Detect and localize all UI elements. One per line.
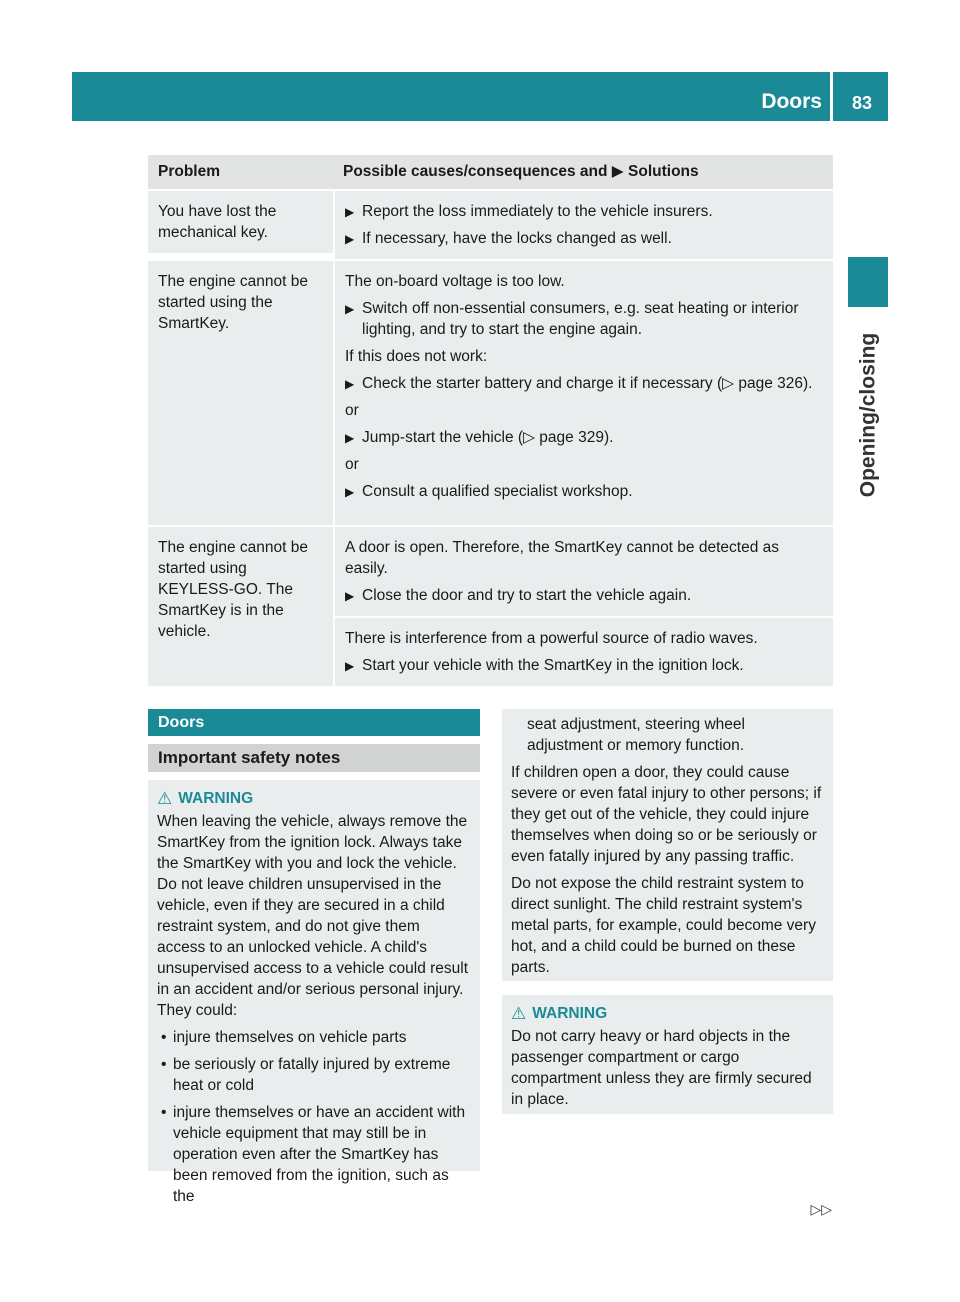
continued-marker: ▷▷: [810, 1201, 832, 1217]
condition-text: If this does not work:: [345, 348, 488, 365]
step-arrow-icon: ▶: [345, 589, 355, 603]
warning-text: When leaving the vehicle, always remove the SmartKey from the ignition lock. Always take the SmartKey with you and lock the vehicle. Do not leave children unsupervised in the vehicle, even if they are secured in a child restraint system, and do not give them access to an unlocked vehicle. A child's unsupervised access to a vehicle could result in an accident and/or serious personal injury. They could:: [157, 813, 469, 1019]
bullet-dot: •: [161, 1104, 167, 1121]
step-arrow-icon: ▶: [345, 431, 355, 445]
header-bar: [72, 72, 888, 121]
warning-bullet: • be seriously or fatally injured by extreme heat or cold: [161, 1056, 451, 1094]
warning-bullet: • injure themselves on vehicle parts: [161, 1029, 407, 1046]
problem-cell: You have lost the mechanical key.: [148, 191, 333, 253]
step-arrow-icon: ▶: [345, 232, 355, 246]
table-row: [148, 259, 833, 525]
page-number: 83: [851, 93, 872, 113]
warning-box: [148, 780, 480, 1205]
side-tab-marker: [848, 257, 888, 307]
header-problem: Problem: [158, 163, 221, 180]
solution-step: ▶ If necessary, have the locks changed as well.: [345, 228, 825, 249]
solution-cell: [335, 191, 833, 259]
cause-text: A door is open. Therefore, the SmartKey cannot be detected as easily.: [345, 539, 779, 577]
solution-subcell: [335, 527, 833, 616]
side-tab-label: [846, 320, 890, 510]
solution-step: ▶ Consult a qualified specialist workshop.: [345, 481, 825, 502]
cause-text: The on-board voltage is too low.: [345, 273, 565, 290]
warning-text: Do not carry heavy or hard objects in the passenger compartment or cargo compartment unless they are firmly secured in place.: [511, 1028, 812, 1108]
header-solutions-pre: Possible causes/consequences and: [343, 163, 612, 180]
header-title: Doors: [761, 90, 822, 113]
warning-title: ⚠ WARNING: [157, 789, 254, 808]
arrow-right-icon: ▶: [611, 163, 624, 180]
bullet-dot: •: [161, 1056, 167, 1073]
solution-step: ▶ Jump-start the vehicle (▷ page 329).: [345, 427, 825, 448]
step-arrow-icon: ▶: [345, 205, 355, 219]
warning-text: If children open a door, they could cause severe or even fatal injury to other persons; if they get out of the vehicle, they could injure themselves when doing so or be seriously or even fatally injured by any passing traffic.: [511, 764, 822, 865]
warning-continued-text: seat adjustment, steering wheel adjustment or memory function.: [527, 716, 745, 754]
cause-text: There is interference from a powerful source of radio waves.: [345, 630, 758, 647]
section-heading: Doors: [148, 709, 480, 736]
side-tab-text: Opening/closing: [856, 332, 880, 498]
warning-title: ⚠ WARNING: [511, 1004, 608, 1023]
bullet-dot: •: [161, 1029, 167, 1046]
step-arrow-icon: ▶: [345, 485, 355, 499]
problem-cell: The engine cannot be started using KEYLESS-GO. The SmartKey is in the vehicle.: [148, 527, 333, 686]
warning-box-continued: [502, 709, 833, 981]
warning-box: [502, 995, 833, 1114]
troubleshooting-table: [148, 155, 833, 686]
step-arrow-icon: ▶: [345, 377, 355, 391]
solution-step: ▶ Report the loss immediately to the vehicle insurers.: [345, 201, 825, 222]
table-header: [148, 155, 833, 189]
solution-step: ▶ Start your vehicle with the SmartKey in the ignition lock.: [345, 655, 825, 676]
step-arrow-icon: ▶: [345, 302, 355, 316]
header-solutions: [333, 155, 833, 189]
warning-text: Do not expose the child restraint system to direct sunlight. The child restraint system's metal parts, for example, could become very hot, and a child could be burned on these parts.: [511, 875, 816, 976]
warning-triangle-icon: ⚠: [511, 1004, 527, 1023]
or-text: or: [345, 402, 359, 419]
table-row: [148, 189, 833, 259]
warning-bullet: • injure themselves or have an accident with vehicle equipment that may still be in operation even after the SmartKey has been removed from the ignition, such as the: [161, 1104, 466, 1205]
subsection-heading: Important safety notes: [148, 744, 480, 772]
header-solutions-post: Solutions: [623, 163, 699, 180]
solution-step: ▶ Close the door and try to start the vehicle again.: [345, 585, 825, 606]
solution-subcell: [335, 616, 833, 686]
solution-step: ▶ Switch off non-essential consumers, e.g. seat heating or interior lighting, and try to start the engine again.: [345, 300, 799, 338]
solution-cell: [335, 261, 833, 525]
step-arrow-icon: ▶: [345, 659, 355, 673]
table-row: [148, 525, 833, 686]
problem-cell: The engine cannot be started using the SmartKey.: [148, 261, 333, 525]
header-separator: [830, 72, 833, 121]
warning-triangle-icon: ⚠: [157, 789, 173, 808]
or-text: or: [345, 456, 359, 473]
solution-cell: [335, 527, 833, 686]
solution-step: ▶ Check the starter battery and charge it if necessary (▷ page 326).: [345, 373, 825, 394]
